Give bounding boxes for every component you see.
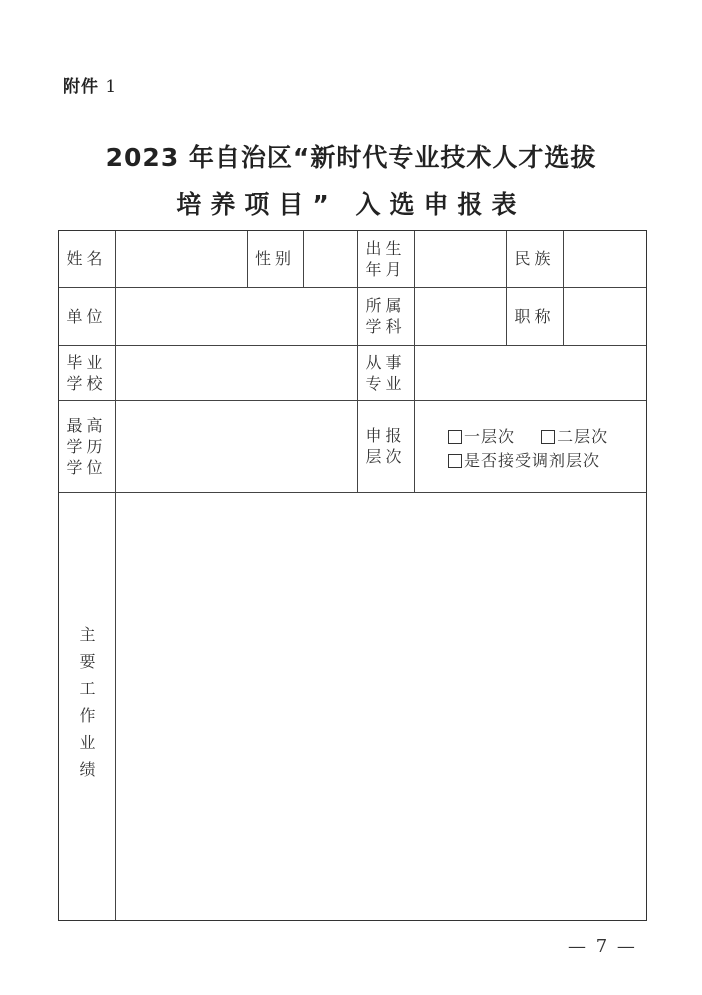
label-gender: 性别 (254, 249, 295, 268)
field-degree[interactable] (115, 400, 357, 492)
label-name: 姓名 (66, 249, 107, 268)
option-level2-label: 二层次 (557, 427, 609, 446)
option-adjust[interactable] (448, 450, 600, 472)
label-level (357, 400, 414, 492)
label-unit: 单位 (66, 306, 107, 326)
label-degree-line1: 最高 (66, 415, 107, 435)
form-title-line2: 培养项目” 入选申报表 (176, 190, 526, 219)
checkbox-level2[interactable] (541, 430, 555, 444)
label-ethnicity: 民族 (514, 249, 555, 268)
label-major-line1: 从事 (365, 352, 406, 372)
field-title-rank[interactable] (563, 287, 647, 345)
label-discipline (357, 287, 414, 345)
label-birth-line2: 年月 (365, 259, 406, 279)
option-level2[interactable] (541, 426, 608, 448)
option-adjust-label: 是否接受调剂层次 (464, 451, 601, 470)
application-form-table (58, 230, 647, 921)
label-degree (58, 400, 115, 492)
label-level-line2: 层次 (365, 447, 406, 466)
label-title-rank: 职称 (514, 306, 555, 326)
attachment-label (63, 72, 117, 97)
field-school[interactable] (115, 345, 357, 400)
field-birth-date[interactable] (414, 230, 506, 287)
level-options (448, 426, 608, 474)
attachment-word: 附件 (63, 77, 99, 97)
field-discipline[interactable] (414, 287, 506, 345)
label-major (357, 345, 414, 400)
field-unit[interactable] (115, 287, 357, 345)
label-birth-date (357, 230, 414, 287)
field-major[interactable] (414, 345, 647, 400)
field-ethnicity[interactable] (563, 230, 647, 287)
label-achievements-text: 主要工作业绩 (77, 625, 96, 788)
field-name[interactable] (115, 230, 247, 287)
label-birth-line1: 出生 (365, 238, 406, 258)
field-gender[interactable] (303, 230, 357, 287)
form-title-line1: 2023 年自治区“新时代专业技术人才选拔 (105, 143, 597, 172)
label-major-line2: 专业 (365, 373, 406, 393)
label-school-line2: 学校 (66, 373, 107, 393)
option-level1-label: 一层次 (464, 427, 516, 446)
field-achievements[interactable] (115, 492, 647, 921)
label-level-line1: 申报 (365, 426, 406, 445)
label-achievements (58, 492, 115, 921)
checkbox-level1[interactable] (448, 430, 462, 444)
label-school-line1: 毕业 (66, 352, 107, 372)
label-school (58, 345, 115, 400)
page-number: — 7 — (568, 936, 637, 957)
label-degree-line3: 学位 (66, 457, 107, 477)
option-level1[interactable] (448, 426, 515, 448)
checkbox-adjust[interactable] (448, 454, 462, 468)
label-discipline-line2: 学科 (365, 317, 406, 336)
label-discipline-line1: 所属 (365, 296, 406, 315)
label-degree-line2: 学历 (66, 436, 107, 456)
attachment-number: 1 (105, 77, 118, 97)
